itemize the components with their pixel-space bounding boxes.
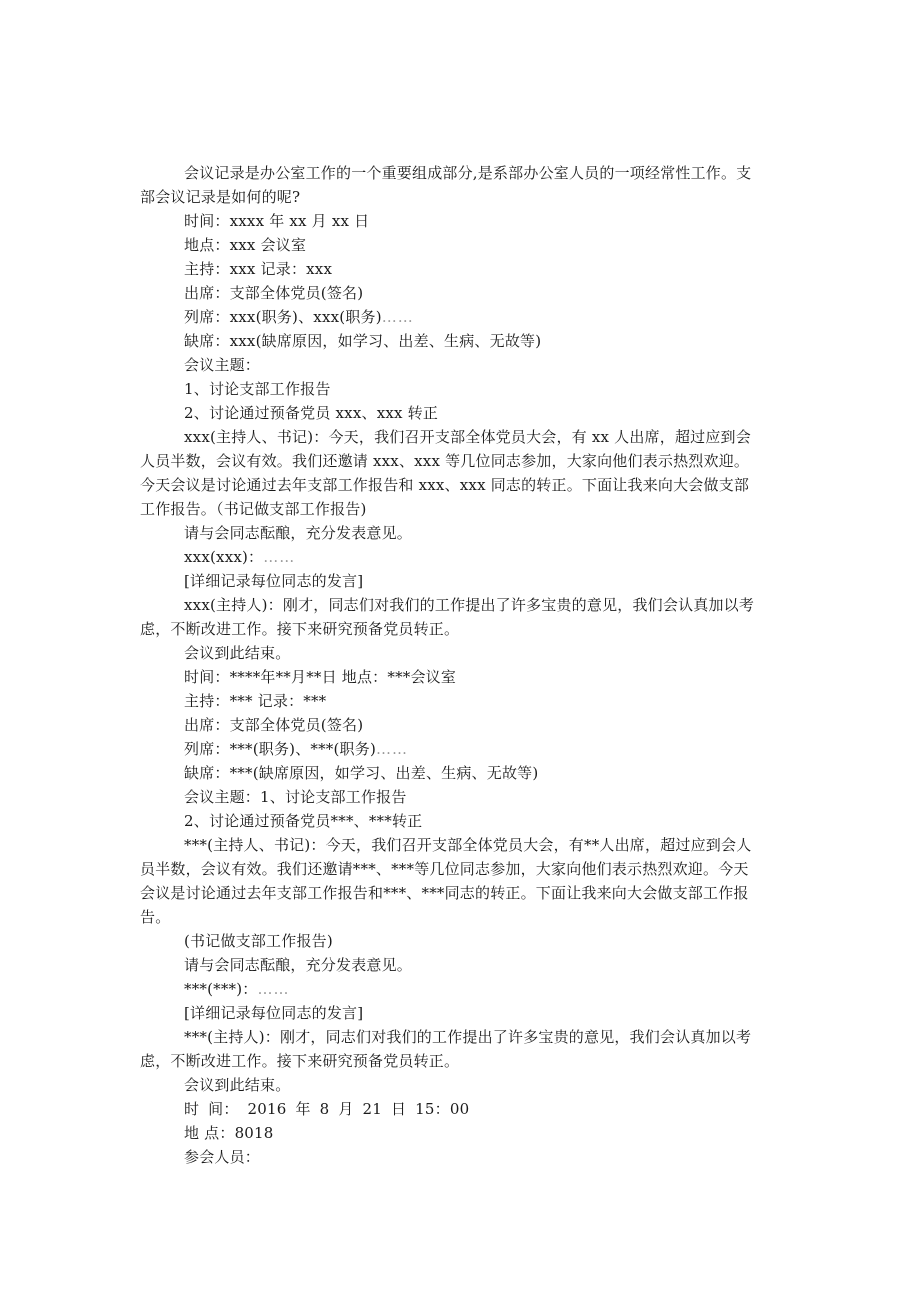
- record2-absent: 缺席：***(缺席原因，如学习、出差、生病、无故等): [184, 764, 539, 782]
- record1-invite: 请与会同志酝酿，充分发表意见。: [184, 524, 413, 542]
- record2-time-place: 时间：****年**月**日 地点：***会议室: [184, 668, 457, 686]
- record2-topic-1: 会议主题：1、讨论支部工作报告: [184, 788, 407, 806]
- document-page: [140, 161, 782, 1169]
- record2-closing-line-2: 虑，不断改进工作。接下来研究预备党员转正。: [140, 1052, 460, 1070]
- record2-detail: [详细记录每位同志的发言]: [184, 1004, 364, 1022]
- record2-speaker-dots: ……: [257, 980, 290, 998]
- record1-attend: 出席：支部全体党员(签名): [184, 284, 364, 302]
- record1-speaker: [140, 545, 782, 569]
- record2-present-text: 列席：***(职务)、***(职务): [184, 740, 377, 758]
- record2-closing-line-1: ***(主持人)：刚才，同志们对我们的工作提出了许多宝贵的意见，我们会认真加以考: [184, 1028, 752, 1046]
- record2-report: (书记做支部工作报告): [184, 932, 333, 950]
- record2-invite: 请与会同志酝酿，充分发表意见。: [184, 956, 413, 974]
- record3-place: 地 点：8018: [184, 1124, 274, 1142]
- record1-present-text: 列席：xxx(职务)、xxx(职务): [184, 308, 382, 326]
- record1-speech: [140, 425, 782, 521]
- record1-topic-label: 会议主题：: [184, 356, 261, 374]
- record2-attend: 出席：支部全体党员(签名): [184, 716, 364, 734]
- intro-line-1: 会议记录是办公室工作的一个重要组成部分,是系部办公室人员的一项经常性工作。支: [184, 164, 752, 182]
- record1-speech-line-2: 人员半数，会议有效。我们还邀请 xxx、xxx 等几位同志参加，大家向他们表示热烈欢迎。: [140, 452, 750, 470]
- record1-closing-line-1: xxx(主持人)：刚才，同志们对我们的工作提出了许多宝贵的意见，我们会认真加以考: [184, 596, 755, 614]
- record2-topic-2: 2、讨论通过预备党员***、***转正: [184, 812, 423, 830]
- record2-speaker: [140, 977, 782, 1001]
- record1-host: 主持：xxx 记录：xxx: [184, 260, 333, 278]
- record1-speech-line-1: xxx(主持人、书记)：今天，我们召开支部全体党员大会，有 xx 人出席，超过应到会: [184, 428, 751, 446]
- record3-participants: 参会人员：: [184, 1148, 261, 1166]
- record2-closing: [140, 1025, 782, 1073]
- record1-speech-line-3: 今天会议是讨论通过去年支部工作报告和 xxx、xxx 同志的转正。下面让我来向大会做支部: [140, 476, 750, 494]
- record1-closing-line-2: 虑，不断改进工作。接下来研究预备党员转正。: [140, 620, 460, 638]
- record1-speaker-text: xxx(xxx)：: [184, 548, 264, 566]
- record1-end: 会议到此结束。: [184, 644, 291, 662]
- record2-end: 会议到此结束。: [184, 1076, 291, 1094]
- record1-topic-2: 2、讨论通过预备党员 xxx、xxx 转正: [184, 404, 439, 422]
- record1-place: 地点：xxx 会议室: [184, 236, 307, 254]
- record1-absent: 缺席：xxx(缺席原因，如学习、出差、生病、无故等): [184, 332, 542, 350]
- record2-host: 主持：*** 记录：***: [184, 692, 327, 710]
- record1-present: [140, 305, 782, 329]
- record2-present-dots: ……: [376, 740, 409, 758]
- record1-closing: [140, 593, 782, 641]
- record2-speech-line-1: ***(主持人、书记)：今天，我们召开支部全体党员大会，有**人出席，超过应到会人: [184, 836, 752, 854]
- record2-speech: [140, 833, 782, 929]
- record1-present-dots: ……: [381, 308, 414, 326]
- intro-paragraph: [140, 161, 782, 209]
- intro-line-2: 部会议记录是如何的呢?: [140, 188, 301, 206]
- record1-speech-line-4: 工作报告。（书记做支部工作报告): [140, 500, 367, 518]
- record2-speech-line-3: 会议是讨论通过去年支部工作报告和***、***同志的转正。下面让我来向大会做支部工作报: [140, 884, 749, 902]
- record2-present: [140, 737, 782, 761]
- record3-time: 时 间： 2016 年 8 月 21 日 15：00: [184, 1100, 470, 1118]
- record1-speaker-dots: ……: [263, 548, 296, 566]
- record2-speaker-text: ***(***)：: [184, 980, 258, 998]
- record1-time: 时间：xxxx 年 xx 月 xx 日: [184, 212, 370, 230]
- record1-detail: [详细记录每位同志的发言]: [184, 572, 364, 590]
- record2-speech-line-4: 告。: [140, 908, 171, 926]
- record1-topic-1: 1、讨论支部工作报告: [184, 380, 331, 398]
- record2-speech-line-2: 员半数，会议有效。我们还邀请***、***等几位同志参加，大家向他们表示热烈欢迎。今天: [140, 860, 749, 878]
